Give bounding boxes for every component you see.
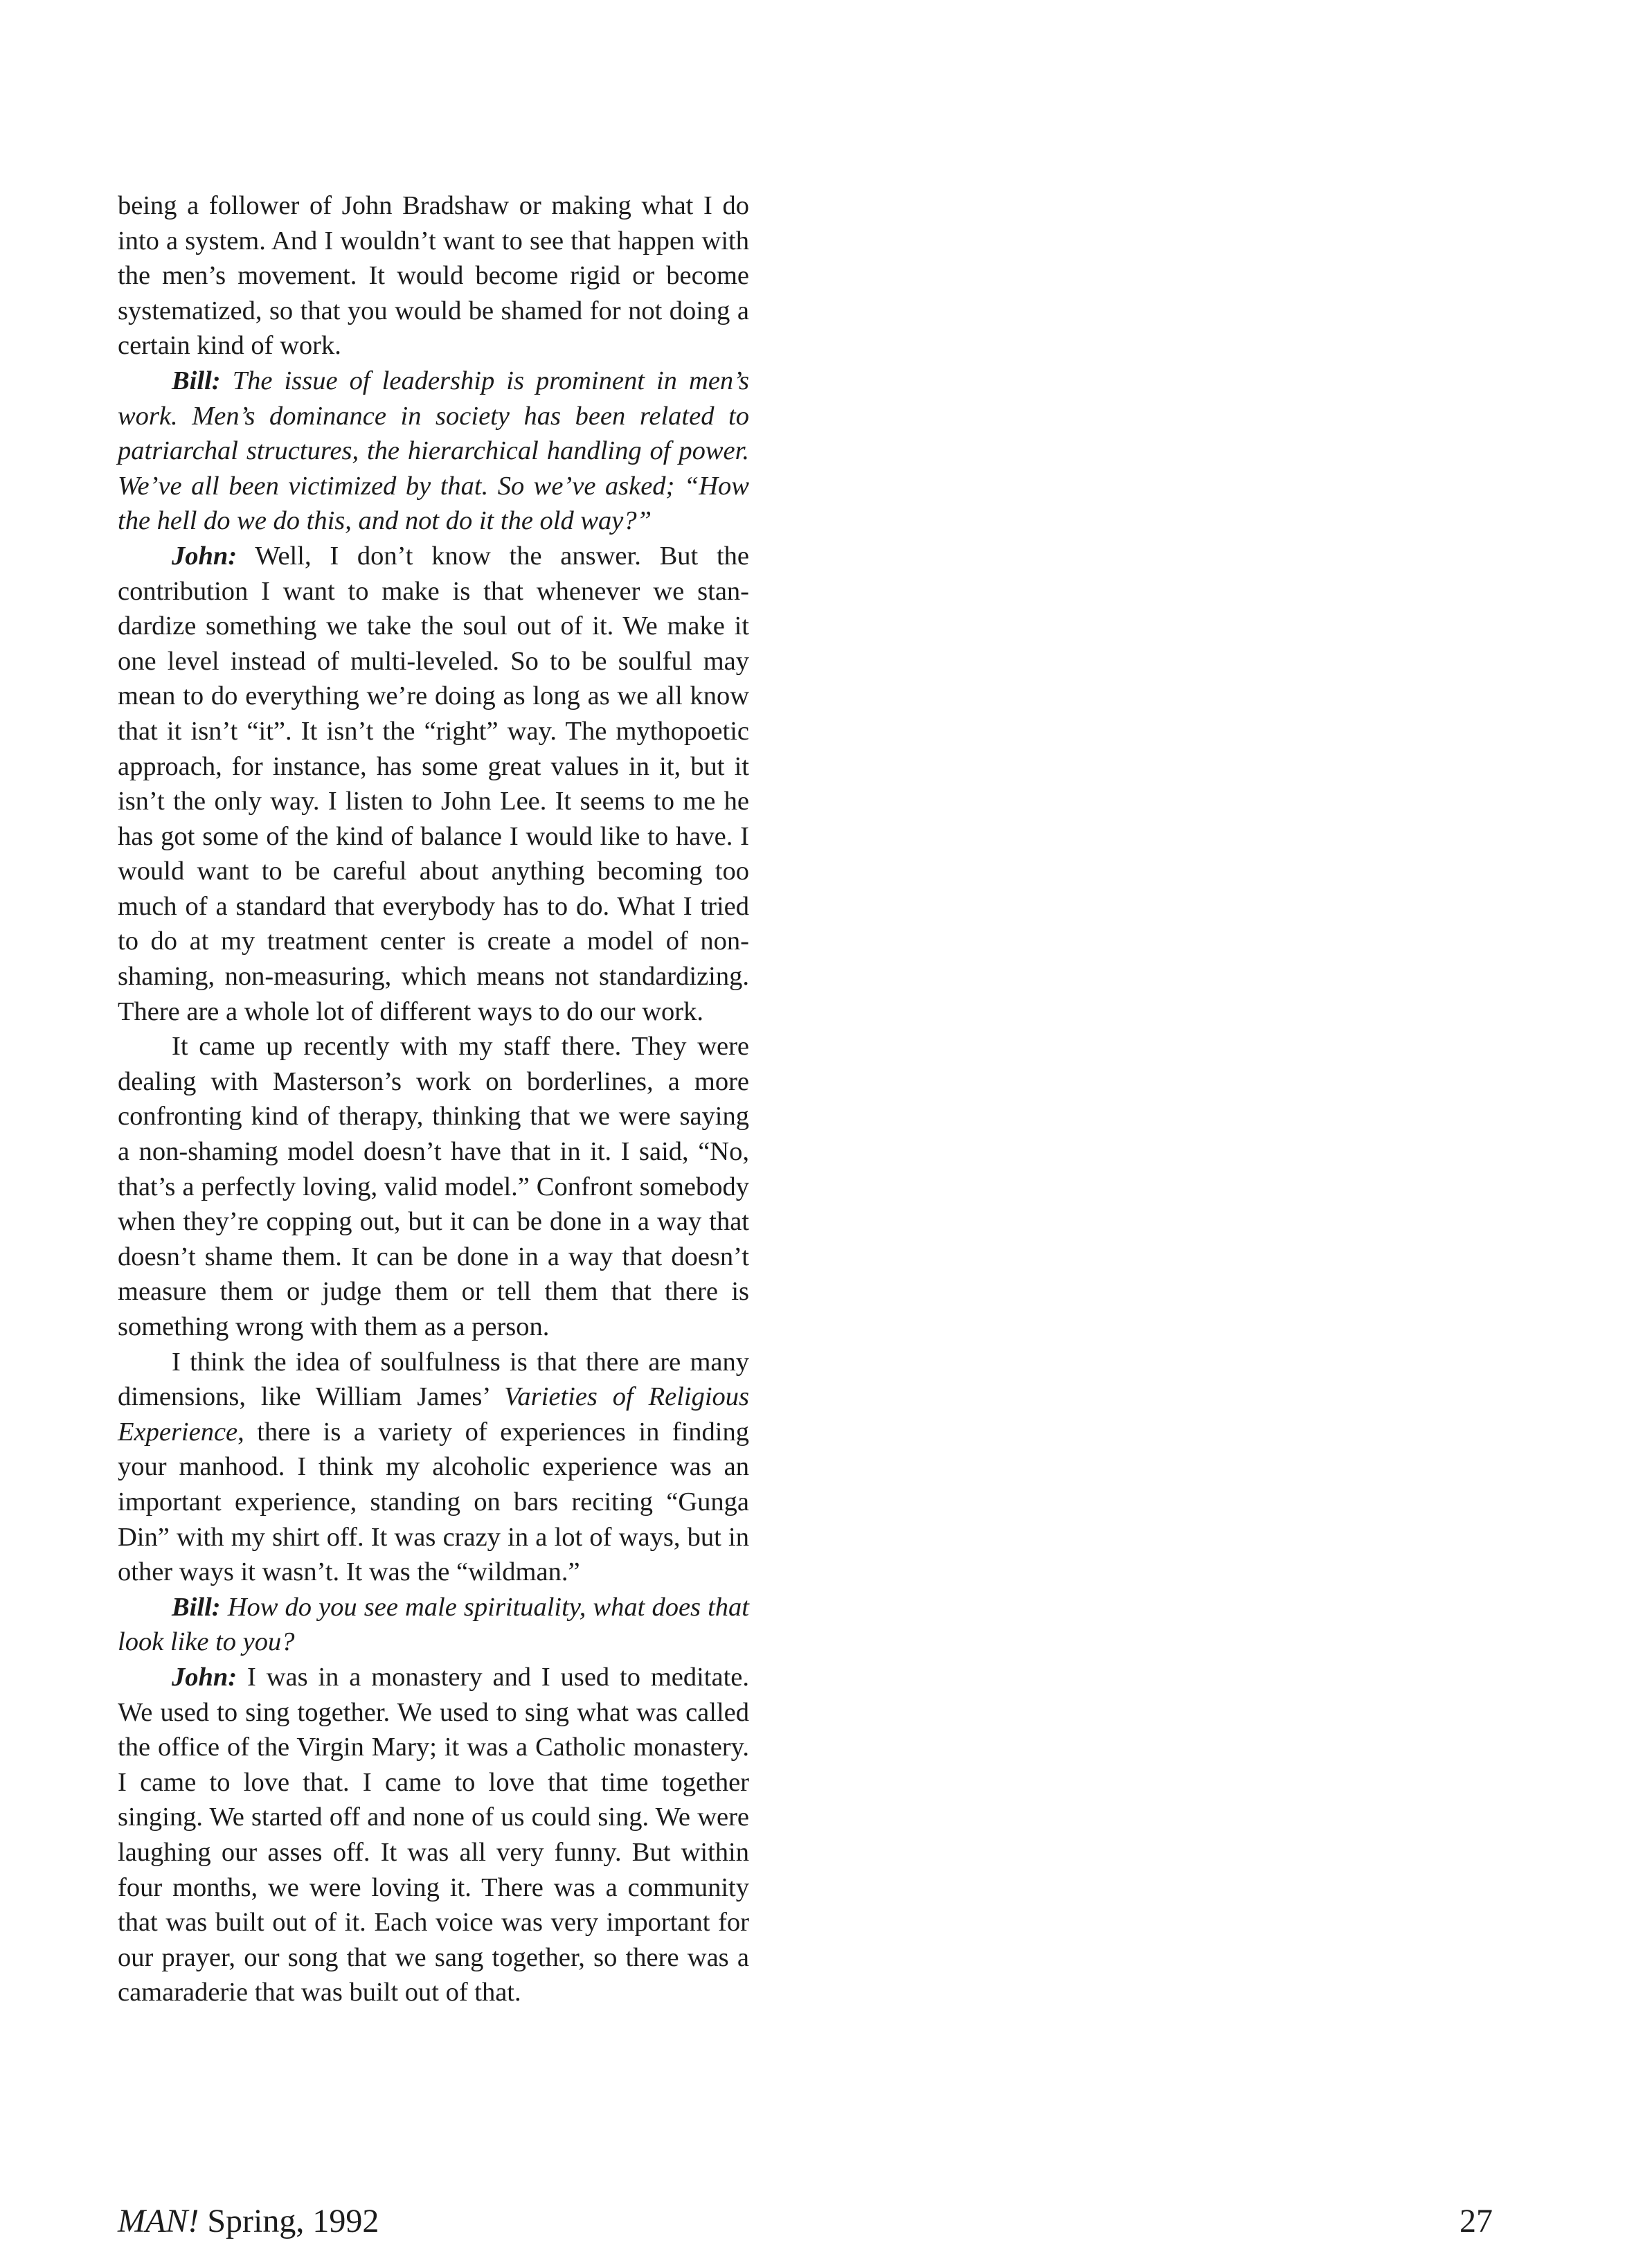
speaker-john: John: <box>172 1662 237 1692</box>
answer-text: Well, I don’t know the answer. But the contribution I want to make is that whenever we standardize something we take the soul out of it. We make it one level instead of multi-leveled. So to be soulful may mean to do everything we’re doing as long as we all know that it isn’t “it”. It isn’t the “right” way. The mythopoetic approach, for instance, has some great values in it, but it isn’t the only way. I listen to John Lee. It seems to me he has got some of the kind of balance I would like to have. I would want to be careful about anything becoming too much of a standard that everybody has to do. What I tried to do at my treatment center is create a model of non-shaming, non-measuring, which means not standardizing. There are a whole lot of different ways to do our work. <box>118 541 749 1026</box>
speaker-bill: Bill: <box>172 366 221 395</box>
answer-text: I was in a monastery and I used to meditate. We used to sing together. We used to sing what was called the office of the Virgin Mary; it was a Catholic monastery. I came to love that. I came to love that time together singing. We started off and none of us could sing. We were laughing our asses off. It was all very funny. But within four months, we were loving it. There was a community that was built out of it. Each voice was very important for our prayer, our song that we sang together, so there was a camaraderie that was built out of that. <box>118 1662 749 2007</box>
speaker-bill: Bill: <box>172 1592 221 1622</box>
speaker-john: John: <box>172 541 237 571</box>
issue-date: Spring, 1992 <box>207 2203 379 2239</box>
paragraph-5-after: , there is a variety of experiences in finding your manhood. I think my alcoholic experience was an important experience, standing on bars reciting “Gunga Din” with my shirt off. It was crazy in a lot of ways, but in other ways it wasn’t. It was the “wildman.” <box>118 1417 749 1587</box>
paragraph-5 <box>118 1345 749 1590</box>
paragraph-6-question <box>118 1590 749 1660</box>
question-text: How do you see male spirituality, what does that look like to you? <box>118 1592 749 1657</box>
paragraph-3-answer <box>118 539 749 1029</box>
paragraph-7-answer <box>118 1660 749 2010</box>
paragraph-5-before: I think the idea of soulfulness is that there are many dimensions, like William James’ <box>118 1347 749 1412</box>
paragraph-4: It came up recently with my staff there. They were dealing with Masterson’s work on borderlines, a more confronting kind of therapy, thinking that we were saying a non-shaming model doesn’t have that in it. I said, “No, that’s a perfectly loving, valid model.” Confront somebody when they’re copping out, but it can be done in a way that doesn’t shame them. It can be done in a way that doesn’t measure them or judge them or tell them that there is something wrong with them as a person. <box>118 1032 749 1341</box>
paragraph-2-question <box>118 364 749 539</box>
page-number: 27 <box>1460 2203 1493 2239</box>
question-text: The issue of leadership is prominent in men’s work. Men’s dominance in society has been related to patriarchal structures, the hierarchical handling of power. We’ve all been victimized by that. So we’ve asked; “How the hell do we do this, and not do it the old way?” <box>118 366 749 536</box>
footer-issue-line <box>118 2202 379 2240</box>
book-title: Varieties of Religious Experience <box>118 1382 749 1447</box>
article-column <box>118 188 749 2010</box>
paragraph-1: being a follower of John Bradshaw or making what I do into a system. And I wouldn’t want to see that happen with the men’s movement. It would become rigid or become systematized, so that you would be shamed for not doing a certain kind of work. <box>118 191 749 361</box>
magazine-title: MAN! <box>118 2203 199 2239</box>
